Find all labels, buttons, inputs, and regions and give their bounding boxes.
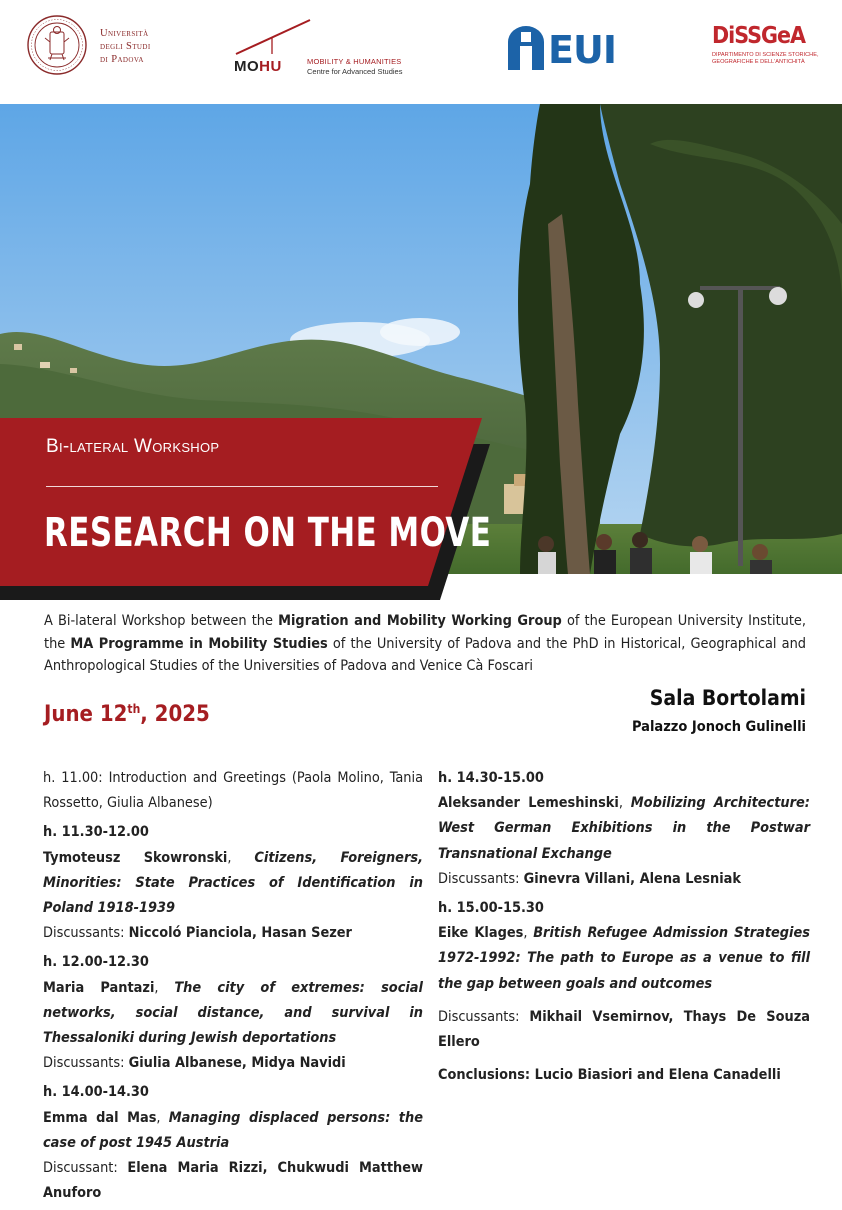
unipd-line-1: Università: [100, 28, 149, 39]
session-5-speaker: Eike Klages: [438, 925, 524, 942]
date-day: June 12: [44, 702, 128, 727]
session-3-sep: ,: [156, 1109, 169, 1126]
date-suffix: th: [127, 702, 141, 716]
session-3-disc-label: Discussant:: [43, 1160, 128, 1177]
unipd-line-2: degli Studi: [100, 41, 151, 52]
session-1-disc-label: Discussants:: [43, 925, 129, 942]
session-2-speaker: Maria Pantazi: [43, 979, 155, 996]
session-2-time: h. 12.00-12.30: [43, 954, 149, 971]
session-5-disc-label: Discussants:: [438, 1008, 530, 1025]
session-3-title: Managing displaced persons: the case of post 1945 Austria: [43, 1109, 423, 1151]
mohu-subtitle-1: MOBILITY & HUMANITIES: [307, 57, 402, 66]
unipd-name: [100, 27, 151, 66]
session-4: [438, 766, 810, 892]
dissgea-wordmark: DiSSGeA: [712, 23, 806, 49]
mohu-abbr: [234, 58, 282, 75]
session-5-time: h. 15.00-15.30: [438, 900, 544, 917]
conclusions: Conclusions: Lucio Biasiori and Elena Canadelli: [438, 1067, 781, 1084]
session-5-discussants: Mikhail Vsemirnov, Thays De Souza Ellero: [438, 1008, 810, 1051]
session-1-sep: ,: [227, 849, 255, 866]
mohu-abbr-mo: MO: [234, 58, 260, 75]
dissgea-subtitle-2: GEOGRAFICHE E DELL'ANTICHITÀ: [712, 59, 805, 65]
session-4-title: Mobilizing Architecture: West German Exhibitions in the Postwar Transnational Exchange: [438, 795, 810, 862]
workshop-description: [44, 610, 806, 678]
program-intro: h. 11.00: Introduction and Greetings (Paola Molino, Tania Rossetto, Giulia Albanese): [43, 770, 423, 812]
session-2-sep: ,: [154, 979, 175, 996]
session-4-time: h. 14.30-15.00: [438, 770, 544, 786]
dissgea-logo: [712, 24, 824, 74]
session-5-sep: ,: [523, 925, 534, 942]
session-2: [43, 950, 423, 1076]
event-date: [44, 702, 210, 727]
session-4-sep: ,: [618, 795, 631, 812]
session-2-disc-label: Discussants:: [43, 1055, 129, 1072]
intro-text-3: of the University of Padova and the PhD in Historical, Geographical and Anthropological Studies of the Universities of Padova and Venice Cà Foscari: [44, 635, 807, 674]
session-2-discussants: Giulia Albanese, Midya Navidi: [128, 1055, 346, 1072]
logo-bar: [0, 0, 842, 104]
date-year: , 2025: [140, 702, 210, 727]
session-3-speaker: Emma dal Mas: [43, 1109, 157, 1126]
intro-text-1: A Bi-lateral Workshop between the: [44, 613, 279, 629]
session-2-title: The city of extremes: social networks, social distance, and survival in Thessaloniki during Jewish deportations: [43, 979, 423, 1047]
intro-bold-1: Migration and Mobility Working Group: [278, 613, 562, 629]
session-1-discussants: Niccoló Pianciola, Hasan Sezer: [128, 925, 352, 942]
event-venue: [632, 684, 806, 738]
venue-room: Sala Bortolami: [649, 686, 806, 710]
session-1: [43, 820, 423, 946]
session-3-time: h. 14.00-14.30: [43, 1084, 149, 1101]
banner-divider: [46, 486, 438, 487]
eui-logo: [506, 22, 616, 72]
intro-bold-2: MA Programme in Mobility Studies: [70, 635, 328, 652]
mohu-abbr-hu: HU: [259, 58, 282, 75]
session-5-title: British Refugee Admission Strategies 1972-1992: The path to Europe as a venue to fill the gap between goals and outcomes: [438, 925, 810, 992]
session-1-time: h. 11.30-12.00: [43, 824, 149, 841]
workshop-label: Bi-lateral Workshop: [46, 436, 220, 457]
program-column-right: [438, 766, 810, 1092]
mohu-logo: [232, 18, 432, 80]
program-column-left: [43, 766, 423, 1210]
dissgea-subtitle-1: DIPARTIMENTO DI SCIENZE STORICHE,: [712, 52, 819, 58]
session-1-title: Citizens, Foreigners, Minorities: State Practices of Identification in Poland 1918-1939: [43, 849, 423, 917]
unipd-line-3: di Padova: [100, 54, 144, 65]
session-4-speaker: Aleksander Lemeshinski: [438, 795, 619, 812]
intro-text-2: of the European University Institute, the: [44, 613, 807, 652]
session-4-disc-label: Discussants:: [438, 870, 524, 887]
session-4-discussants: Ginevra Villani, Alena Lesniak: [523, 870, 742, 887]
mohu-subtitle-2: Centre for Advanced Studies: [307, 67, 403, 76]
session-3-discussants: Elena Maria Rizzi, Chukwudi Matthew Anuforo: [43, 1160, 423, 1202]
eui-arch-icon: [506, 24, 546, 72]
session-3: [43, 1080, 423, 1206]
workshop-title: RESEARCH ON THE MOVE: [44, 510, 492, 556]
mohu-roof-icon: [232, 18, 312, 58]
unipd-seal-icon: [26, 14, 88, 76]
unipd-logo: [26, 14, 176, 78]
session-1-speaker: Tymoteusz Skowronski: [43, 849, 228, 866]
session-5: [438, 896, 810, 1055]
eui-text: EUI: [548, 28, 616, 72]
venue-building: Palazzo Jonoch Gulinelli: [631, 719, 806, 735]
